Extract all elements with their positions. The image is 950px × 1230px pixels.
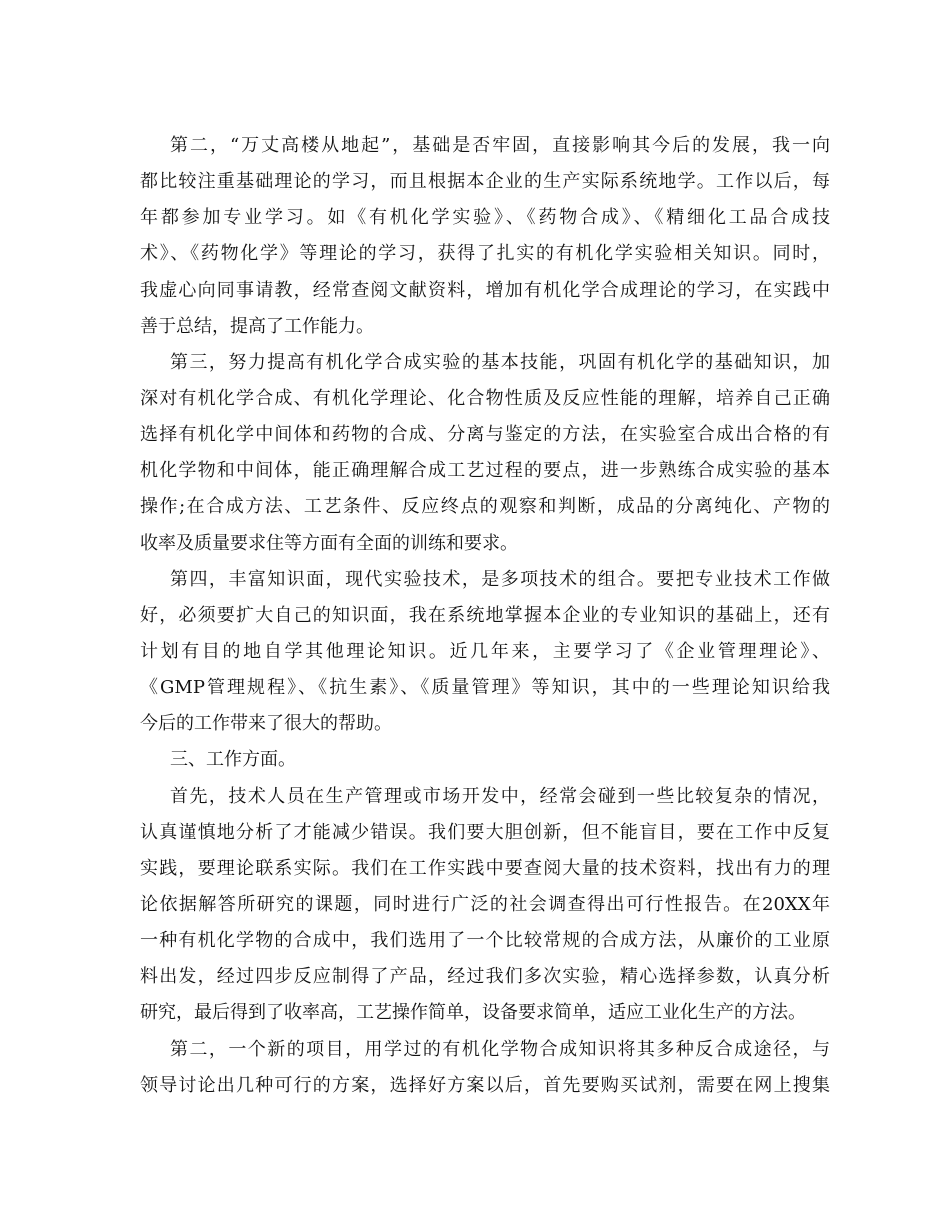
document-body (140, 128, 830, 1104)
text-line: 认真谨慎地分析了才能减少错误。我们要大胆创新，但不能盲目，要在工作中反复 (140, 821, 830, 843)
text-line: 实践，要理论联系实际。我们在工作实践中要查阅大量的技术资料，找出有力的理 (140, 857, 830, 879)
text-line: 第三，努力提高有机化学合成实验的基本技能，巩固有机化学的基础知识，加 (170, 351, 830, 373)
text-line: 首先，技术人员在生产管理或市场开发中，经常会碰到一些比较复杂的情况， (170, 785, 830, 807)
text-line: 年都参加专业学习。如《有机化学实验》、《药物合成》、《精细化工品合成技 (140, 207, 830, 229)
text-line: 术》、《药物化学》等理论的学习，获得了扎实的有机化学实验相关知识。同时， (140, 243, 830, 265)
text-line: 我虚心向同事请教，经常查阅文献资料，增加有机化学合成理论的学习，在实践中 (140, 279, 830, 301)
text-line: 第二，“万丈高楼从地起”，基础是否牢固，直接影响其今后的发展，我一向 (170, 135, 830, 156)
text-line: 操作;在合成方法、工艺条件、反应终点的观察和判断，成品的分离纯化、产物的 (140, 496, 830, 518)
text-line: 深对有机化学合成、有机化学理论、化合物性质及反应性能的理解，培养自己正确 (140, 387, 830, 409)
text-line: 善于总结，提高了工作能力。 (140, 315, 374, 337)
text-line: 三、工作方面。 (170, 749, 296, 771)
text-line: 机化学物和中间体，能正确理解合成工艺过程的要点，进一步熟练合成实验的基本 (140, 460, 830, 482)
text-line: 都比较注重基础理论的学习，而且根据本企业的生产实际系统地学。工作以后，每 (140, 171, 830, 193)
text-line: 好，必须要扩大自己的知识面，我在系统地掌握本企业的专业知识的基础上，还有 (140, 604, 830, 626)
text-line: 第四，丰富知识面，现代实验技术，是多项技术的组合。要把专业技术工作做 (170, 568, 830, 590)
text-line: 论依据解答所研究的课题，同时进行广泛的社会调查得出可行性报告。在20XX年 (140, 893, 830, 915)
text-line: 收率及质量要求住等方面有全面的训练和要求。 (140, 532, 518, 554)
text-line: 今后的工作带来了很大的帮助。 (140, 713, 392, 735)
text-line: 选择有机化学中间体和药物的合成、分离与鉴定的方法，在实验室合成出合格的有 (140, 424, 830, 446)
text-line: 计划有目的地自学其他理论知识。近几年来，主要学习了《企业管理理论》、 (140, 640, 830, 662)
text-line: 研究，最后得到了收率高，工艺操作简单，设备要求简单，适应工业化生产的方法。 (140, 1002, 806, 1024)
text-line: 领导讨论出几种可行的方案，选择好方案以后，首先要购买试剂，需要在网上搜集 (140, 1074, 830, 1096)
text-line: 一种有机化学物的合成中，我们选用了一个比较常规的合成方法，从廉价的工业原 (140, 930, 830, 952)
text-line: 料出发，经过四步反应制得了产品，经过我们多次实验，精心选择参数，认真分析 (140, 966, 830, 988)
text-line: 《GMP管理规程》、《抗生素》、《质量管理》等知识，其中的一些理论知识给我 (140, 677, 830, 699)
text-line: 第二，一个新的项目，用学过的有机化学物合成知识将其多种反合成途径，与 (170, 1038, 830, 1060)
